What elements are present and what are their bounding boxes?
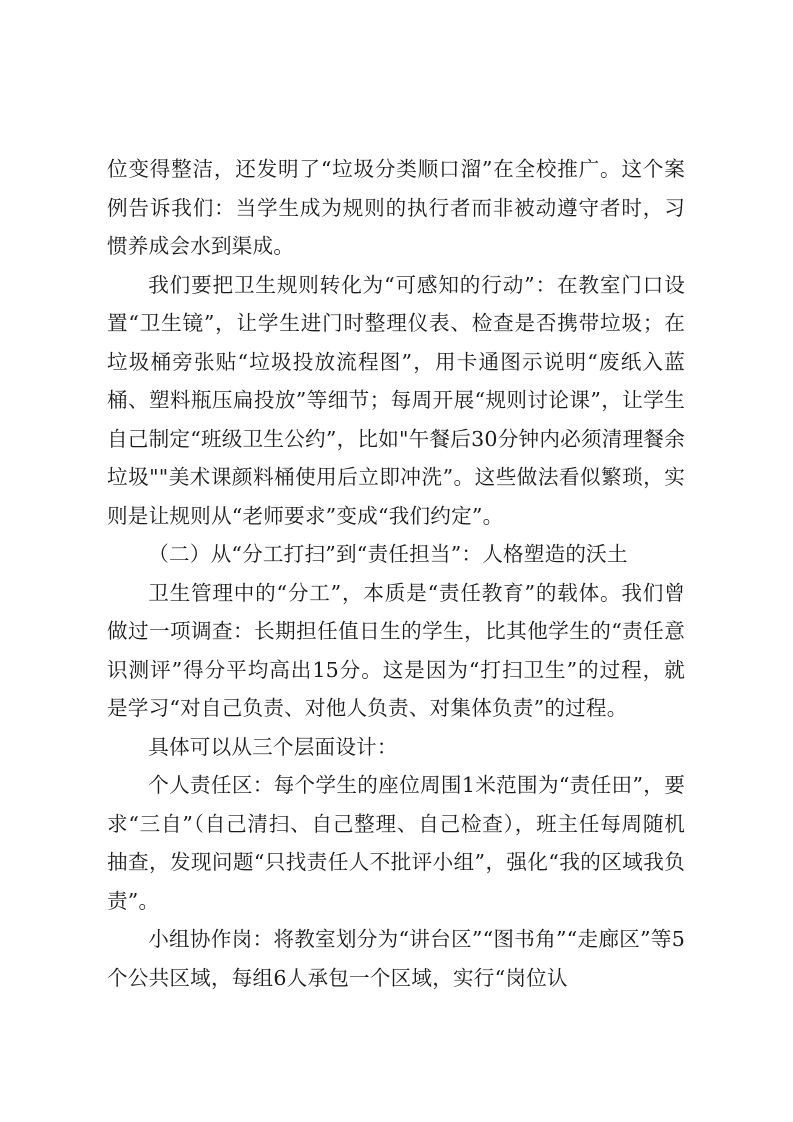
paragraph-4: 具体可以从三个层面设计：	[148, 734, 398, 759]
paragraph-5: 个人责任区：每个学生的座位周围1米范围为“责任田”，要求“三自”（自己清扫、自己整理、自己检查），班主任每周随机抽查，发现问题“只找责任人不批评小组”，强化“我的区域我负责”。	[107, 773, 685, 913]
paragraph-2: 我们要把卫生规则转化为“可感知的行动”：在教室门口设置“卫生镜”，让学生进门时整理仪表、检查是否携带垃圾；在垃圾桶旁张贴“垃圾投放流程图”，用卡通图示说明“废纸入蓝桶、塑料瓶压扁投放”等细节；每周开展“规则讨论课”，让学生自己制定“班级卫生公约”，比如"午餐后30分钟内必须清理餐余垃圾""美术课颜料桶使用后立即冲洗”。这些做法看似繁琐，实则是让规则从“老师要求”变成“我们约定”。	[107, 272, 685, 528]
paragraph-1: 位变得整洁，还发明了“垃圾分类顺口溜”在全校推广。这个案例告诉我们：当学生成为规则的执行者而非被动遵守者时，习惯养成会水到渠成。	[107, 157, 685, 258]
section-heading: （二）从“分工打扫”到“责任担当”：人格塑造的沃土	[148, 542, 628, 566]
body-text	[107, 150, 685, 997]
paragraph-3: 卫生管理中的“分工”，本质是“责任教育”的载体。我们曾做过一项调查：长期担任值日生的学生，比其他学生的“责任意识测评”得分平均高出15分。这是因为“打扫卫生”的过程，就是学习“对自己负责、对他人负责、对集体负责”的过程。	[107, 580, 685, 720]
paragraph-6: 小组协作岗：将教室划分为“讲台区”“图书角”“走廊区”等5个公共区域，每组6人承包一个区域，实行“岗位认	[107, 927, 685, 990]
